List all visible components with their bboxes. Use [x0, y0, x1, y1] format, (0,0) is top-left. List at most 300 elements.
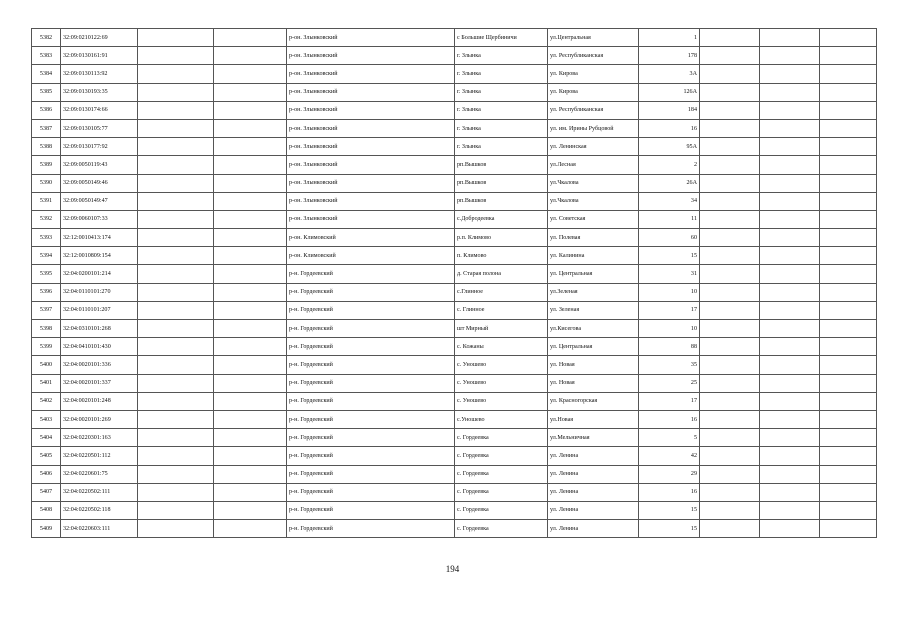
- locality-cell: с.Уношево: [455, 410, 548, 428]
- house-number-cell: 17: [639, 392, 700, 410]
- empty-cell: [214, 320, 287, 338]
- empty-cell: [760, 156, 820, 174]
- district-cell: р-он. Климовский: [287, 247, 455, 265]
- house-number-cell: 3А: [639, 65, 700, 83]
- district-cell: р-н. Гордеевский: [287, 447, 455, 465]
- locality-cell: г. Злынка: [455, 47, 548, 65]
- house-number-cell: 60: [639, 229, 700, 247]
- house-number-cell: 126А: [639, 83, 700, 101]
- table-row: [32, 374, 877, 392]
- empty-cell: [700, 410, 760, 428]
- empty-cell: [820, 447, 877, 465]
- empty-cell: [700, 29, 760, 47]
- empty-cell: [214, 447, 287, 465]
- row-number-cell: 5384: [32, 65, 61, 83]
- empty-cell: [820, 29, 877, 47]
- empty-cell: [138, 447, 214, 465]
- house-number-cell: 15: [639, 501, 700, 519]
- empty-cell: [138, 320, 214, 338]
- house-number-cell: 2: [639, 156, 700, 174]
- table-row: [32, 192, 877, 210]
- district-cell: р-он. Злынковский: [287, 29, 455, 47]
- cadastral-number-cell: 32:12:0010809:154: [61, 247, 138, 265]
- table-row: [32, 483, 877, 501]
- district-cell: р-н. Гордеевский: [287, 410, 455, 428]
- empty-cell: [700, 210, 760, 228]
- row-number-cell: 5388: [32, 138, 61, 156]
- cadastral-number-cell: 32:04:0410101:430: [61, 338, 138, 356]
- locality-cell: с.Глинное: [455, 283, 548, 301]
- empty-cell: [820, 301, 877, 319]
- row-number-cell: 5409: [32, 520, 61, 538]
- cadastral-number-cell: 32:12:0010413:174: [61, 229, 138, 247]
- empty-cell: [700, 247, 760, 265]
- empty-cell: [214, 265, 287, 283]
- empty-cell: [820, 119, 877, 137]
- empty-cell: [760, 320, 820, 338]
- page-number: 194: [445, 564, 460, 574]
- cadastral-number-cell: 32:04:0020101:248: [61, 392, 138, 410]
- district-cell: р-он. Злынковский: [287, 156, 455, 174]
- row-number-cell: 5383: [32, 47, 61, 65]
- street-cell: ул. Новая: [548, 374, 639, 392]
- cadastral-number-cell: 32:09:0210122:69: [61, 29, 138, 47]
- street-cell: ул. Ленина: [548, 447, 639, 465]
- empty-cell: [138, 374, 214, 392]
- district-cell: р-он. Злынковский: [287, 138, 455, 156]
- empty-cell: [700, 138, 760, 156]
- empty-cell: [138, 429, 214, 447]
- row-number-cell: 5401: [32, 374, 61, 392]
- house-number-cell: 25: [639, 374, 700, 392]
- table-row: [32, 29, 877, 47]
- empty-cell: [214, 501, 287, 519]
- district-cell: р-он. Злынковский: [287, 83, 455, 101]
- locality-cell: с. Уношево: [455, 356, 548, 374]
- locality-cell: г. Злынка: [455, 101, 548, 119]
- district-cell: р-он. Злынковский: [287, 101, 455, 119]
- house-number-cell: 10: [639, 283, 700, 301]
- cadastral-number-cell: 32:09:0050149:46: [61, 174, 138, 192]
- empty-cell: [820, 65, 877, 83]
- row-number-cell: 5399: [32, 338, 61, 356]
- table-row: [32, 465, 877, 483]
- locality-cell: с.Добродеевка: [455, 210, 548, 228]
- empty-cell: [138, 301, 214, 319]
- street-cell: ул.Мельничная: [548, 429, 639, 447]
- cadastral-number-cell: 32:09:0060107:33: [61, 210, 138, 228]
- district-cell: р-н. Гордеевский: [287, 356, 455, 374]
- empty-cell: [138, 283, 214, 301]
- empty-cell: [700, 447, 760, 465]
- empty-cell: [214, 119, 287, 137]
- street-cell: ул.Зеленая: [548, 283, 639, 301]
- empty-cell: [214, 520, 287, 538]
- cadastral-number-cell: 32:04:0220601:75: [61, 465, 138, 483]
- empty-cell: [700, 338, 760, 356]
- cadastral-number-cell: 32:04:0220502:118: [61, 501, 138, 519]
- table-row: [32, 65, 877, 83]
- row-number-cell: 5397: [32, 301, 61, 319]
- cadastral-number-cell: 32:04:0220603:111: [61, 520, 138, 538]
- empty-cell: [214, 156, 287, 174]
- locality-cell: д. Старая полона: [455, 265, 548, 283]
- empty-cell: [700, 265, 760, 283]
- empty-cell: [760, 410, 820, 428]
- row-number-cell: 5387: [32, 119, 61, 137]
- street-cell: ул. Новая: [548, 356, 639, 374]
- district-cell: р-он. Климовский: [287, 229, 455, 247]
- locality-cell: с Большие Щербиничи: [455, 29, 548, 47]
- locality-cell: г. Злынка: [455, 119, 548, 137]
- empty-cell: [214, 29, 287, 47]
- empty-cell: [760, 229, 820, 247]
- empty-cell: [214, 47, 287, 65]
- street-cell: ул. Ленина: [548, 483, 639, 501]
- house-number-cell: 88: [639, 338, 700, 356]
- house-number-cell: 16: [639, 483, 700, 501]
- empty-cell: [214, 192, 287, 210]
- empty-cell: [138, 483, 214, 501]
- empty-cell: [820, 520, 877, 538]
- locality-cell: с. Гордеевка: [455, 520, 548, 538]
- street-cell: ул.Лесная: [548, 156, 639, 174]
- district-cell: р-он. Злынковский: [287, 119, 455, 137]
- locality-cell: с. Уношево: [455, 374, 548, 392]
- table-row: [32, 520, 877, 538]
- locality-cell: с. Глинное: [455, 301, 548, 319]
- empty-cell: [760, 501, 820, 519]
- empty-cell: [700, 465, 760, 483]
- empty-cell: [214, 429, 287, 447]
- empty-cell: [820, 265, 877, 283]
- table-row: [32, 101, 877, 119]
- locality-cell: с. Гордеевка: [455, 483, 548, 501]
- street-cell: ул.Кисегова: [548, 320, 639, 338]
- empty-cell: [820, 83, 877, 101]
- street-cell: ул. Центральная: [548, 338, 639, 356]
- street-cell: ул.Новая: [548, 410, 639, 428]
- district-cell: р-н. Гордеевский: [287, 520, 455, 538]
- cadastral-number-cell: 32:09:0130193:35: [61, 83, 138, 101]
- empty-cell: [760, 374, 820, 392]
- empty-cell: [820, 138, 877, 156]
- locality-cell: с. Уношево: [455, 392, 548, 410]
- row-number-cell: 5400: [32, 356, 61, 374]
- locality-cell: с. Гордеевка: [455, 447, 548, 465]
- empty-cell: [214, 83, 287, 101]
- empty-cell: [820, 374, 877, 392]
- cadastral-number-cell: 32:04:0110101:270: [61, 283, 138, 301]
- table-row: [32, 210, 877, 228]
- district-cell: р-он. Злынковский: [287, 47, 455, 65]
- locality-cell: п. Климово: [455, 247, 548, 265]
- row-number-cell: 5382: [32, 29, 61, 47]
- table-row: [32, 447, 877, 465]
- empty-cell: [138, 83, 214, 101]
- house-number-cell: 17: [639, 301, 700, 319]
- house-number-cell: 11: [639, 210, 700, 228]
- empty-cell: [214, 247, 287, 265]
- empty-cell: [820, 283, 877, 301]
- district-cell: р-н. Гордеевский: [287, 301, 455, 319]
- empty-cell: [820, 101, 877, 119]
- table-row: [32, 429, 877, 447]
- street-cell: ул. Республиканская: [548, 47, 639, 65]
- locality-cell: шт Мирный: [455, 320, 548, 338]
- empty-cell: [214, 338, 287, 356]
- row-number-cell: 5405: [32, 447, 61, 465]
- street-cell: ул. Полевая: [548, 229, 639, 247]
- empty-cell: [700, 65, 760, 83]
- empty-cell: [138, 174, 214, 192]
- empty-cell: [138, 410, 214, 428]
- table-row: [32, 174, 877, 192]
- table-body: [32, 29, 877, 538]
- empty-cell: [700, 392, 760, 410]
- empty-cell: [138, 392, 214, 410]
- street-cell: ул. Зеленая: [548, 301, 639, 319]
- table-row: [32, 138, 877, 156]
- empty-cell: [760, 29, 820, 47]
- row-number-cell: 5404: [32, 429, 61, 447]
- district-cell: р-н. Гордеевский: [287, 392, 455, 410]
- row-number-cell: 5407: [32, 483, 61, 501]
- cadastral-number-cell: 32:09:0050119:43: [61, 156, 138, 174]
- house-number-cell: 26А: [639, 174, 700, 192]
- empty-cell: [138, 47, 214, 65]
- district-cell: р-он. Злынковский: [287, 65, 455, 83]
- empty-cell: [700, 119, 760, 137]
- empty-cell: [700, 320, 760, 338]
- row-number-cell: 5394: [32, 247, 61, 265]
- empty-cell: [760, 192, 820, 210]
- empty-cell: [760, 265, 820, 283]
- empty-cell: [138, 101, 214, 119]
- district-cell: р-н. Гордеевский: [287, 320, 455, 338]
- empty-cell: [214, 210, 287, 228]
- empty-cell: [820, 174, 877, 192]
- table-row: [32, 247, 877, 265]
- empty-cell: [760, 338, 820, 356]
- cadastral-number-cell: 32:09:0130105:77: [61, 119, 138, 137]
- table-row: [32, 356, 877, 374]
- empty-cell: [760, 392, 820, 410]
- empty-cell: [700, 229, 760, 247]
- table-row: [32, 283, 877, 301]
- empty-cell: [760, 520, 820, 538]
- empty-cell: [820, 483, 877, 501]
- street-cell: ул. Республиканская: [548, 101, 639, 119]
- house-number-cell: 184: [639, 101, 700, 119]
- street-cell: ул. Советская: [548, 210, 639, 228]
- empty-cell: [760, 65, 820, 83]
- empty-cell: [138, 65, 214, 83]
- empty-cell: [214, 465, 287, 483]
- empty-cell: [214, 483, 287, 501]
- row-number-cell: 5392: [32, 210, 61, 228]
- locality-cell: р.п. Климово: [455, 229, 548, 247]
- house-number-cell: 15: [639, 247, 700, 265]
- empty-cell: [214, 301, 287, 319]
- empty-cell: [820, 356, 877, 374]
- empty-cell: [700, 520, 760, 538]
- cadastral-number-cell: 32:04:0110101:207: [61, 301, 138, 319]
- cadastral-number-cell: 32:04:0020101:269: [61, 410, 138, 428]
- row-number-cell: 5406: [32, 465, 61, 483]
- house-number-cell: 34: [639, 192, 700, 210]
- empty-cell: [820, 156, 877, 174]
- house-number-cell: 5: [639, 429, 700, 447]
- empty-cell: [820, 247, 877, 265]
- cadastral-number-cell: 32:04:0220502:111: [61, 483, 138, 501]
- locality-cell: с. Кожаны: [455, 338, 548, 356]
- house-number-cell: 29: [639, 465, 700, 483]
- locality-cell: рп.Вышков: [455, 192, 548, 210]
- table-row: [32, 320, 877, 338]
- street-cell: ул. Ленинская: [548, 138, 639, 156]
- row-number-cell: 5390: [32, 174, 61, 192]
- row-number-cell: 5385: [32, 83, 61, 101]
- empty-cell: [138, 520, 214, 538]
- house-number-cell: 16: [639, 119, 700, 137]
- table-row: [32, 301, 877, 319]
- empty-cell: [820, 501, 877, 519]
- row-number-cell: 5391: [32, 192, 61, 210]
- row-number-cell: 5403: [32, 410, 61, 428]
- empty-cell: [760, 465, 820, 483]
- street-cell: ул. Ленина: [548, 501, 639, 519]
- empty-cell: [760, 119, 820, 137]
- empty-cell: [760, 138, 820, 156]
- district-cell: р-н. Гордеевский: [287, 483, 455, 501]
- house-number-cell: 31: [639, 265, 700, 283]
- empty-cell: [820, 392, 877, 410]
- cadastral-number-cell: 32:09:0050149:47: [61, 192, 138, 210]
- district-cell: р-н. Гордеевский: [287, 338, 455, 356]
- empty-cell: [138, 465, 214, 483]
- table-row: [32, 156, 877, 174]
- table-row: [32, 83, 877, 101]
- table-row: [32, 410, 877, 428]
- street-cell: ул.Чкалова: [548, 192, 639, 210]
- district-cell: р-н. Гордеевский: [287, 265, 455, 283]
- empty-cell: [700, 156, 760, 174]
- empty-cell: [138, 138, 214, 156]
- empty-cell: [700, 283, 760, 301]
- house-number-cell: 178: [639, 47, 700, 65]
- empty-cell: [700, 483, 760, 501]
- table-row: [32, 265, 877, 283]
- house-number-cell: 16: [639, 410, 700, 428]
- locality-cell: с. Гордеевка: [455, 429, 548, 447]
- empty-cell: [760, 210, 820, 228]
- district-cell: р-н. Гордеевский: [287, 465, 455, 483]
- empty-cell: [214, 374, 287, 392]
- empty-cell: [820, 192, 877, 210]
- street-cell: ул. Красногорская: [548, 392, 639, 410]
- empty-cell: [138, 192, 214, 210]
- district-cell: р-он. Злынковский: [287, 192, 455, 210]
- empty-cell: [700, 101, 760, 119]
- empty-cell: [700, 83, 760, 101]
- empty-cell: [700, 429, 760, 447]
- empty-cell: [820, 338, 877, 356]
- empty-cell: [138, 356, 214, 374]
- empty-cell: [700, 47, 760, 65]
- empty-cell: [138, 247, 214, 265]
- row-number-cell: 5389: [32, 156, 61, 174]
- empty-cell: [760, 101, 820, 119]
- house-number-cell: 15: [639, 520, 700, 538]
- empty-cell: [138, 501, 214, 519]
- house-number-cell: 35: [639, 356, 700, 374]
- locality-cell: с. Гордеевка: [455, 501, 548, 519]
- locality-cell: г. Злынка: [455, 138, 548, 156]
- table-row: [32, 47, 877, 65]
- house-number-cell: 10: [639, 320, 700, 338]
- empty-cell: [700, 501, 760, 519]
- street-cell: ул.Центральная: [548, 29, 639, 47]
- empty-cell: [700, 356, 760, 374]
- empty-cell: [214, 65, 287, 83]
- table-row: [32, 119, 877, 137]
- house-number-cell: 1: [639, 29, 700, 47]
- row-number-cell: 5393: [32, 229, 61, 247]
- cadastral-number-cell: 32:04:0220501:112: [61, 447, 138, 465]
- cadastral-number-cell: 32:09:0130174:66: [61, 101, 138, 119]
- empty-cell: [820, 429, 877, 447]
- cadastral-number-cell: 32:04:0220301:163: [61, 429, 138, 447]
- empty-cell: [700, 192, 760, 210]
- empty-cell: [138, 29, 214, 47]
- empty-cell: [214, 174, 287, 192]
- empty-cell: [214, 283, 287, 301]
- empty-cell: [214, 229, 287, 247]
- locality-cell: с. Гордеевка: [455, 465, 548, 483]
- register-table: [31, 28, 877, 538]
- empty-cell: [760, 247, 820, 265]
- cadastral-number-cell: 32:04:0200101:214: [61, 265, 138, 283]
- cadastral-number-cell: 32:04:0310101:268: [61, 320, 138, 338]
- empty-cell: [700, 374, 760, 392]
- empty-cell: [760, 83, 820, 101]
- cadastral-number-cell: 32:09:0130177:92: [61, 138, 138, 156]
- street-cell: ул. Калинина: [548, 247, 639, 265]
- row-number-cell: 5395: [32, 265, 61, 283]
- empty-cell: [138, 119, 214, 137]
- street-cell: ул. Центральная: [548, 265, 639, 283]
- empty-cell: [820, 229, 877, 247]
- table-row: [32, 392, 877, 410]
- empty-cell: [214, 410, 287, 428]
- empty-cell: [214, 392, 287, 410]
- empty-cell: [760, 356, 820, 374]
- district-cell: р-н. Гордеевский: [287, 429, 455, 447]
- row-number-cell: 5398: [32, 320, 61, 338]
- cadastral-number-cell: 32:09:0130161:91: [61, 47, 138, 65]
- table-row: [32, 501, 877, 519]
- empty-cell: [760, 483, 820, 501]
- empty-cell: [214, 138, 287, 156]
- empty-cell: [760, 283, 820, 301]
- empty-cell: [138, 156, 214, 174]
- cadastral-number-cell: 32:04:0020101:337: [61, 374, 138, 392]
- street-cell: ул. Кирова: [548, 83, 639, 101]
- locality-cell: г. Злынка: [455, 65, 548, 83]
- row-number-cell: 5386: [32, 101, 61, 119]
- district-cell: р-он. Злынковский: [287, 174, 455, 192]
